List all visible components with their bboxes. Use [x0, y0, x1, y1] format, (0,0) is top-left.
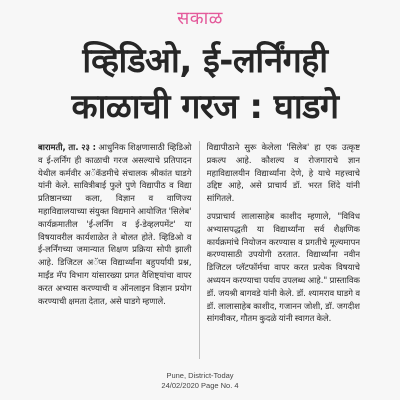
column-divider: [199, 141, 200, 359]
article-column-right: [207, 141, 361, 359]
article-headline: व्हिडिओ, ई-लर्निंगही काळाची गरज : घाडगे: [71, 41, 339, 127]
newspaper-masthead: सकाळ: [177, 8, 223, 29]
date-page-line: 24/02/2020 Page No. 4: [161, 381, 239, 390]
article-text: आधुनिक शिक्षणासाठी व्हिडिओ व ई-लर्निंग ही काळाची गरज असल्याचे प्रतिपादन येथील कर्मवीर अॅकॅडमीचे संचालक श्रीकांत घाडगे यांनी केले. सावित्रीबाई फुले पुणे विद्यापीठ व विद्या प्रतिष्ठानच्या कला, विज्ञान व वाणिज्य महाविद्यालयाच्या संयुक्त विद्यमाने आयोजित 'सिलेब' कार्यक्रमातील 'ई-लर्निंग व ई-डेव्हलपमेंट' या विषयावरील कार्यशाळेत ते बोलत होते. व्हिडिओ व ई-लर्निंगच्या जमान्यात शिक्षण प्रक्रिया सोपी झाली आहे. डिजिटल अॅप्स विद्यार्थ्यांना बहुपर्यायी प्रश्न, माईंड मॅप विभाग यांसारख्या प्रगत वैशिष्ट्यांचा वापर करत अभ्यास करण्याची व ऑनलाइन विज्ञान प्रयोग करण्याची क्षमता देतात, असे घाडगे म्हणाले.: [38, 142, 192, 306]
article-body: [38, 141, 360, 359]
article-dateline: बारामती, ता. २३ :: [38, 142, 96, 152]
article-column-left: [38, 141, 192, 359]
article-paragraph: विद्यापीठाने सुरू केलेला 'सिलेब' हा एक उत्कृष्ट प्रकल्प आहे. कौशल्य व रोजगाराचे ज्ञान महाविद्यालयीन विद्यार्थ्यांना देणे, हे याचे महत्त्वाचे उद्दिष्ट आहे, असे प्राचार्य डॉ. भरत शिंदे यांनी सांगितले.: [206, 142, 360, 204]
article-paragraph: उपप्राचार्य लालासाहेब काशीद म्हणाले, "विविध अभ्यासपद्धती या विद्यार्थ्यांना सर्व शैक्षणिक कार्यक्रमांचे नियोजन करण्यास व प्रगतीचे मूल्यमापन करण्यासाठी उपयोगी ठरतात. विद्यार्थ्यांना नवीन डिजिटल प्लॅटफॉर्मचा वापर करत प्रत्येक विषयाचे अध्ययन करण्याचा पर्याय उपलब्ध आहे." प्रास्ताविक डॉ. जयश्री बागवडे यांनी केले. डॉ. श्यामराव घाडगे व डॉ. लालासाहेब काशीद, गजानन जोशी, डॉ. जगदीश सांगवीकर, गौतम कुदळे यांनी स्वागत केले.: [206, 210, 360, 324]
source-line: Pune, District-Today: [166, 371, 234, 380]
article-paragraph: [38, 141, 192, 307]
